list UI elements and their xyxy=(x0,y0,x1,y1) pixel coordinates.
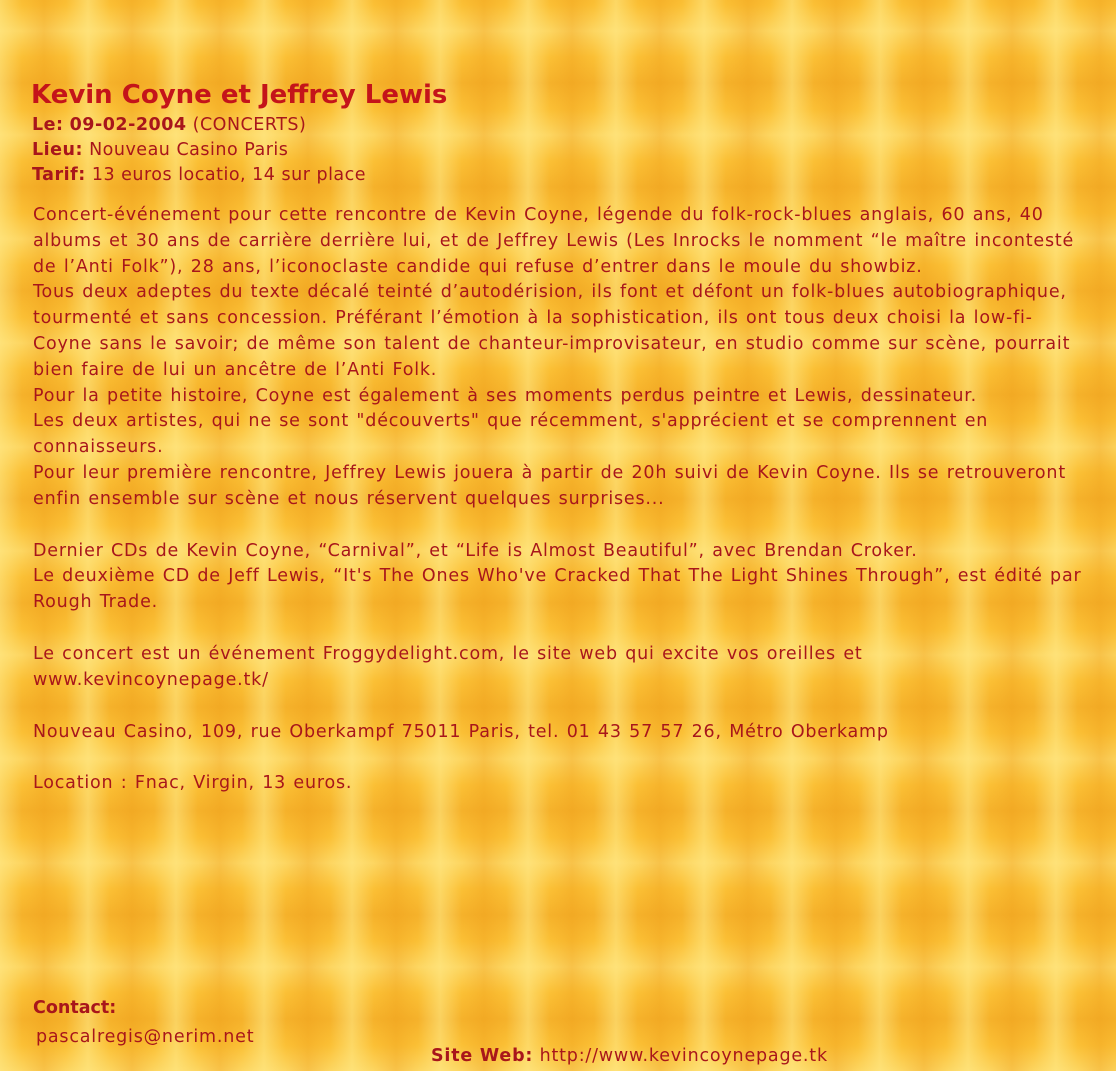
category-tag: (CONCERTS) xyxy=(192,115,307,135)
spacer xyxy=(33,513,1095,539)
venue-value: Nouveau Casino Paris xyxy=(89,140,289,160)
venue-label: Lieu: xyxy=(32,140,83,160)
description-paragraph-style: Tous deux adeptes du texte décalé teinté d’autodérision, ils font et défont un folk-blues autobiographique, tourmenté et sans concession. Préférant l’émotion à la sophistication, ils ont tous deux choisi la low-fi- Coyne sans le savoir; de même son talent de chanteur-improvisateur, en studio comme sur scène, pourrait bien faire de lui un ancêtre de l’Anti Folk. xyxy=(33,282,1071,380)
ticket-locations: Location : Fnac, Virgin, 13 euros. xyxy=(33,773,353,794)
event-meta xyxy=(32,113,366,188)
description-paragraph-partner: Le concert est un événement Froggydelight.com, le site web qui excite vos oreilles et www.kevincoynepage.tk/ xyxy=(33,643,863,690)
date-value: 09-02-2004 xyxy=(69,115,187,135)
price-value: 13 euros locatio, 14 sur place xyxy=(91,165,367,185)
website-link[interactable]: http://www.kevincoynepage.tk xyxy=(539,1046,828,1066)
website-row xyxy=(431,1044,828,1068)
date-label: Le: xyxy=(32,115,64,135)
contact-email-link[interactable]: pascalregis@nerim.net xyxy=(36,1027,255,1047)
description-paragraph-intro: Concert-événement pour cette rencontre de Kevin Coyne, légende du folk-rock-blues anglais, 60 ans, 40 albums et 30 ans de carrière derrière lui, et de Jeffrey Lewis (Les Inrocks le nomment “le maître incontesté de l’Anti Folk”), 28 ans, l’iconoclaste candide qui refuse d’entrer dans le moule du showbiz. xyxy=(33,205,1075,277)
venue-address: Nouveau Casino, 109, rue Oberkampf 75011 Paris, tel. 01 43 57 57 26, Métro Oberkamp xyxy=(33,721,889,742)
price-row xyxy=(32,163,366,188)
event-title: Kevin Coyne et Jeffrey Lewis xyxy=(31,80,448,110)
spacer xyxy=(33,694,1095,720)
date-row xyxy=(32,113,366,138)
description-paragraph-coyne-cds: Dernier CDs de Kevin Coyne, “Carnival”, et “Life is Almost Beautiful”, avec Brendan Croker. xyxy=(33,540,918,561)
description-paragraph-program: Pour leur première rencontre, Jeffrey Lewis jouera à partir de 20h suivi de Kevin Coyne. Ils se retrouveront enfin ensemble sur scène et nous réservent quelques surprises... xyxy=(33,462,1066,509)
description-paragraph-anecdote: Pour la petite histoire, Coyne est également à ses moments perdus peintre et Lewis, dessinateur. xyxy=(33,385,977,406)
venue-row xyxy=(32,138,366,163)
website-label: Site Web: xyxy=(431,1046,534,1066)
description-paragraph-artists: Les deux artistes, qui ne se sont "découverts" que récemment, s'apprécient et se comprennent en connaisseurs. xyxy=(33,411,989,458)
event-description xyxy=(33,203,1095,797)
description-paragraph-lewis-cd: Le deuxième CD de Jeff Lewis, “It's The Ones Who've Cracked That The Light Shines Through”, est édité par Rough Trade. xyxy=(33,566,1082,613)
spacer xyxy=(33,616,1095,642)
contact-label: Contact: xyxy=(33,998,117,1018)
spacer xyxy=(33,745,1095,771)
price-label: Tarif: xyxy=(32,165,86,185)
